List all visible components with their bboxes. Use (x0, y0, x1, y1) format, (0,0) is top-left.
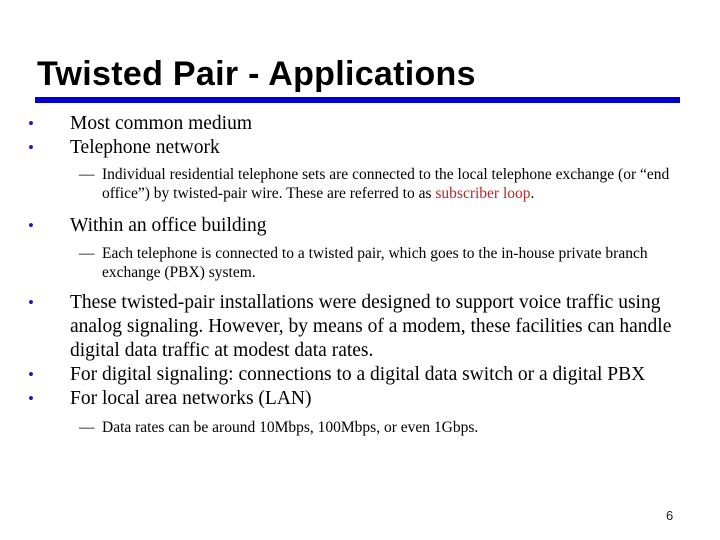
sub-bullet-text: Each telephone is connected to a twisted pair, which goes to the in-house private branch exchange (PBX) system. (102, 245, 648, 281)
bullet-text: For digital signaling: connections to a digital data switch or a digital PBX (70, 364, 646, 385)
bullet-dot-icon: • (28, 389, 34, 408)
bullet-dot-icon: • (28, 114, 34, 133)
dash-icon: — (79, 419, 95, 436)
page-number: 6 (666, 508, 674, 523)
subscriber-loop-term: subscriber loop (435, 184, 531, 202)
bullet-text: Most common medium (70, 113, 252, 134)
dash-icon: — (79, 166, 95, 183)
title-underline (35, 97, 680, 103)
sub-bullet-text-pre: Individual residential telephone sets are connected to the local telephone exchange (or “end office”) by twisted-pair wire. These are referred to as (102, 166, 670, 202)
bullet-lan (28, 387, 678, 411)
dash-icon: — (79, 245, 95, 262)
bullet-text: These twisted-pair installations were designed to support voice traffic using analog signaling. However, by means of a modem, these facilities can handle digital data traffic at modest data rates. (70, 292, 672, 361)
bullet-text: For local area networks (LAN) (70, 388, 312, 409)
bullet-dot-icon: • (28, 293, 34, 312)
sub-bullet-subscriber-loop (28, 166, 678, 203)
sub-bullet-pbx (28, 245, 678, 282)
bullet-dot-icon: • (28, 138, 34, 157)
bullet-text: Telephone network (70, 137, 220, 158)
bullet-voice-traffic (28, 291, 678, 363)
bullet-dot-icon: • (28, 216, 34, 235)
bullet-telephone-network (28, 136, 678, 160)
bullet-dot-icon: • (28, 365, 34, 384)
bullet-text: Within an office building (70, 215, 267, 236)
sub-bullet-text: Data rates can be around 10Mbps, 100Mbps, or even 1Gbps. (102, 419, 479, 436)
bullet-digital-signaling (28, 363, 678, 387)
bullet-most-common-medium (28, 112, 678, 136)
slide-content (28, 112, 678, 438)
slide-title: Twisted Pair - Applications (37, 55, 476, 93)
bullet-office-building (28, 214, 678, 238)
sub-bullet-text-post: . (530, 184, 535, 202)
sub-bullet-data-rates (28, 419, 678, 438)
